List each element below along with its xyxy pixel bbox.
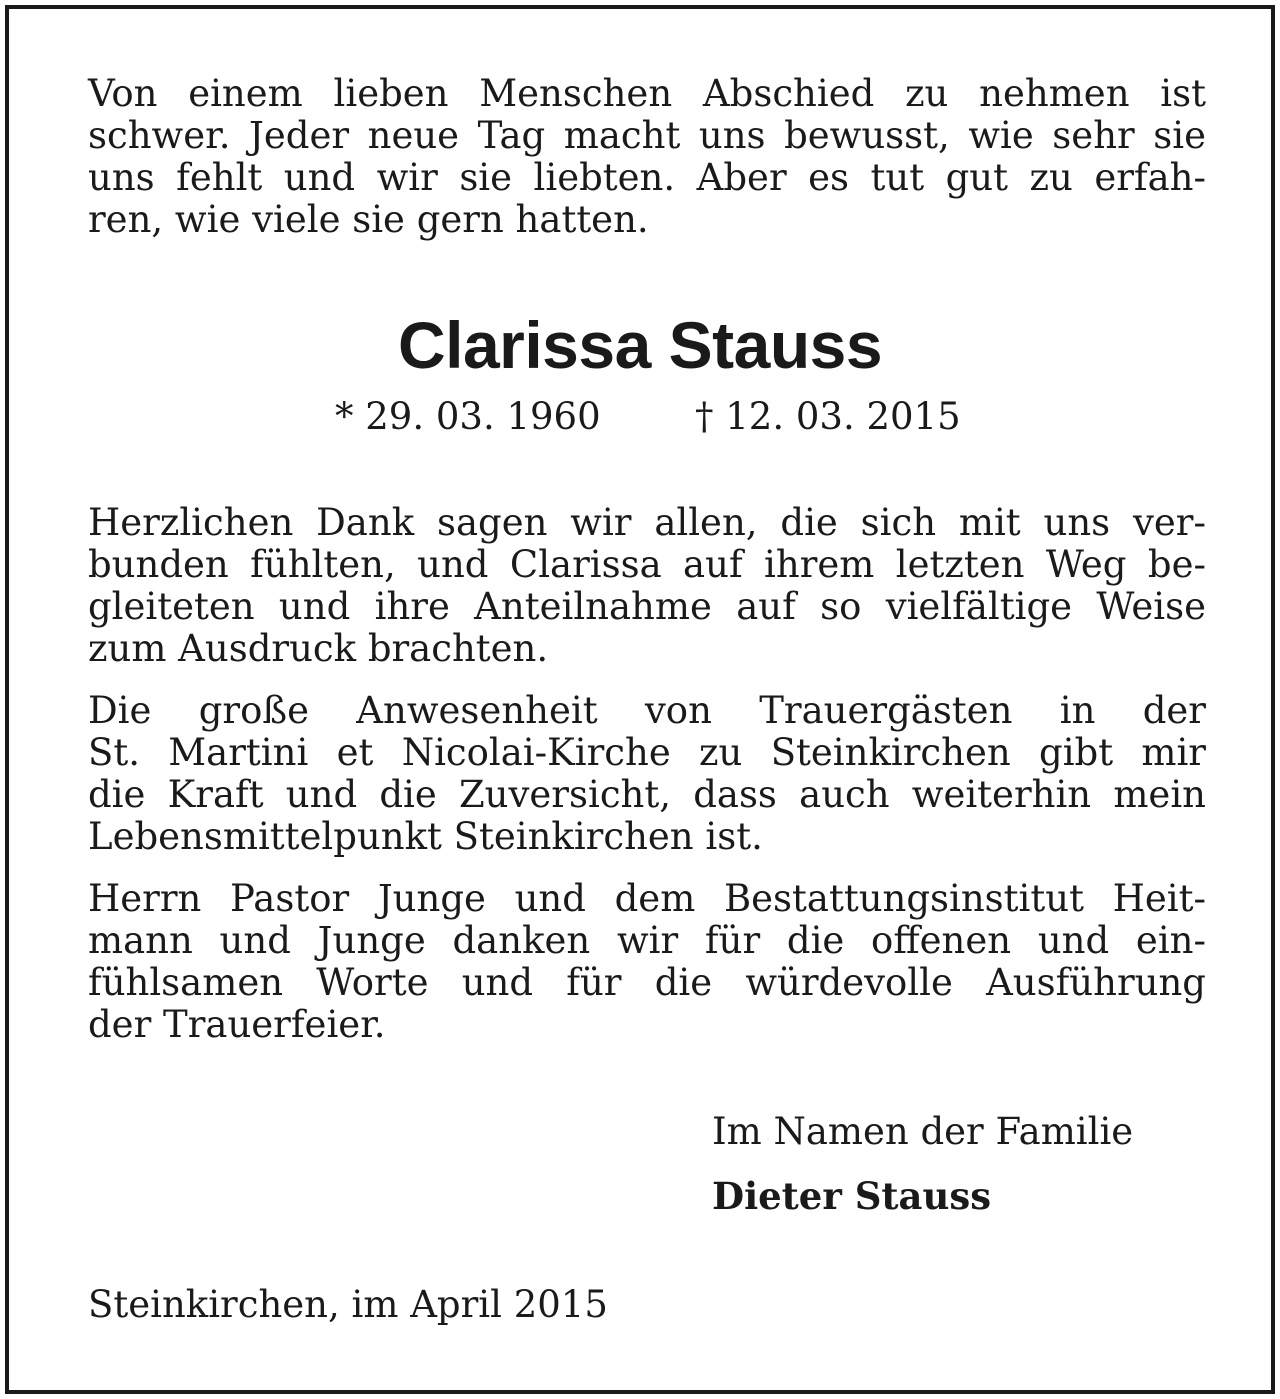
paragraph-line: Die große Anwesenheit von Trauergästen in der	[88, 689, 1206, 732]
birth-date: * 29. 03. 1960	[335, 395, 601, 438]
intro-line: uns fehlt und wir sie liebten. Aber es tut gut zu erfah-	[88, 156, 1206, 199]
intro-line: schwer. Jeder neue Tag macht uns bewusst, wie sehr sie	[88, 114, 1206, 157]
paragraph-line: gleiteten und ihre Anteilnahme auf so vielfältige Weise	[88, 585, 1206, 628]
paragraph-line: fühlsamen Worte und für die würdevolle Ausführung	[88, 961, 1206, 1004]
paragraph-line: St. Martini et Nicolai-Kirche zu Steinkirchen gibt mir	[88, 731, 1206, 774]
paragraph-line: zum Ausdruck brachten.	[88, 627, 549, 670]
obituary-notice	[5, 5, 1275, 1394]
thanks-paragraph-1	[88, 502, 1206, 670]
paragraph-line: bunden fühlten, und Clarissa auf ihrem letzten Weg be-	[88, 543, 1206, 586]
death-date: † 12. 03. 2015	[695, 395, 961, 438]
place-and-date: Steinkirchen, im April 2015	[88, 1283, 608, 1326]
intro-line: ren, wie viele sie gern hatten.	[88, 198, 649, 241]
on-behalf-line: Im Namen der Familie	[712, 1110, 1134, 1153]
life-dates	[9, 393, 1271, 441]
paragraph-line: Herrn Pastor Junge und dem Bestattungsinstitut Heit-	[88, 877, 1206, 920]
paragraph-line: Lebensmittelpunkt Steinkirchen ist.	[88, 815, 763, 858]
deceased-name: Clarissa Stauss	[397, 308, 883, 382]
intro-line: Von einem lieben Menschen Abschied zu nehmen ist	[88, 72, 1206, 115]
paragraph-line: mann und Junge danken wir für die offenen und ein-	[88, 919, 1206, 962]
thanks-paragraph-3	[88, 878, 1206, 1046]
intro-quote	[88, 73, 1206, 241]
paragraph-line: Herzlichen Dank sagen wir allen, die sich mit uns ver-	[88, 501, 1206, 544]
paragraph-line: der Trauerfeier.	[88, 1003, 386, 1046]
thanks-paragraph-2	[88, 690, 1206, 858]
signatory-name: Dieter Stauss	[712, 1174, 992, 1218]
paragraph-line: die Kraft und die Zuversicht, dass auch weiterhin mein	[88, 773, 1206, 816]
